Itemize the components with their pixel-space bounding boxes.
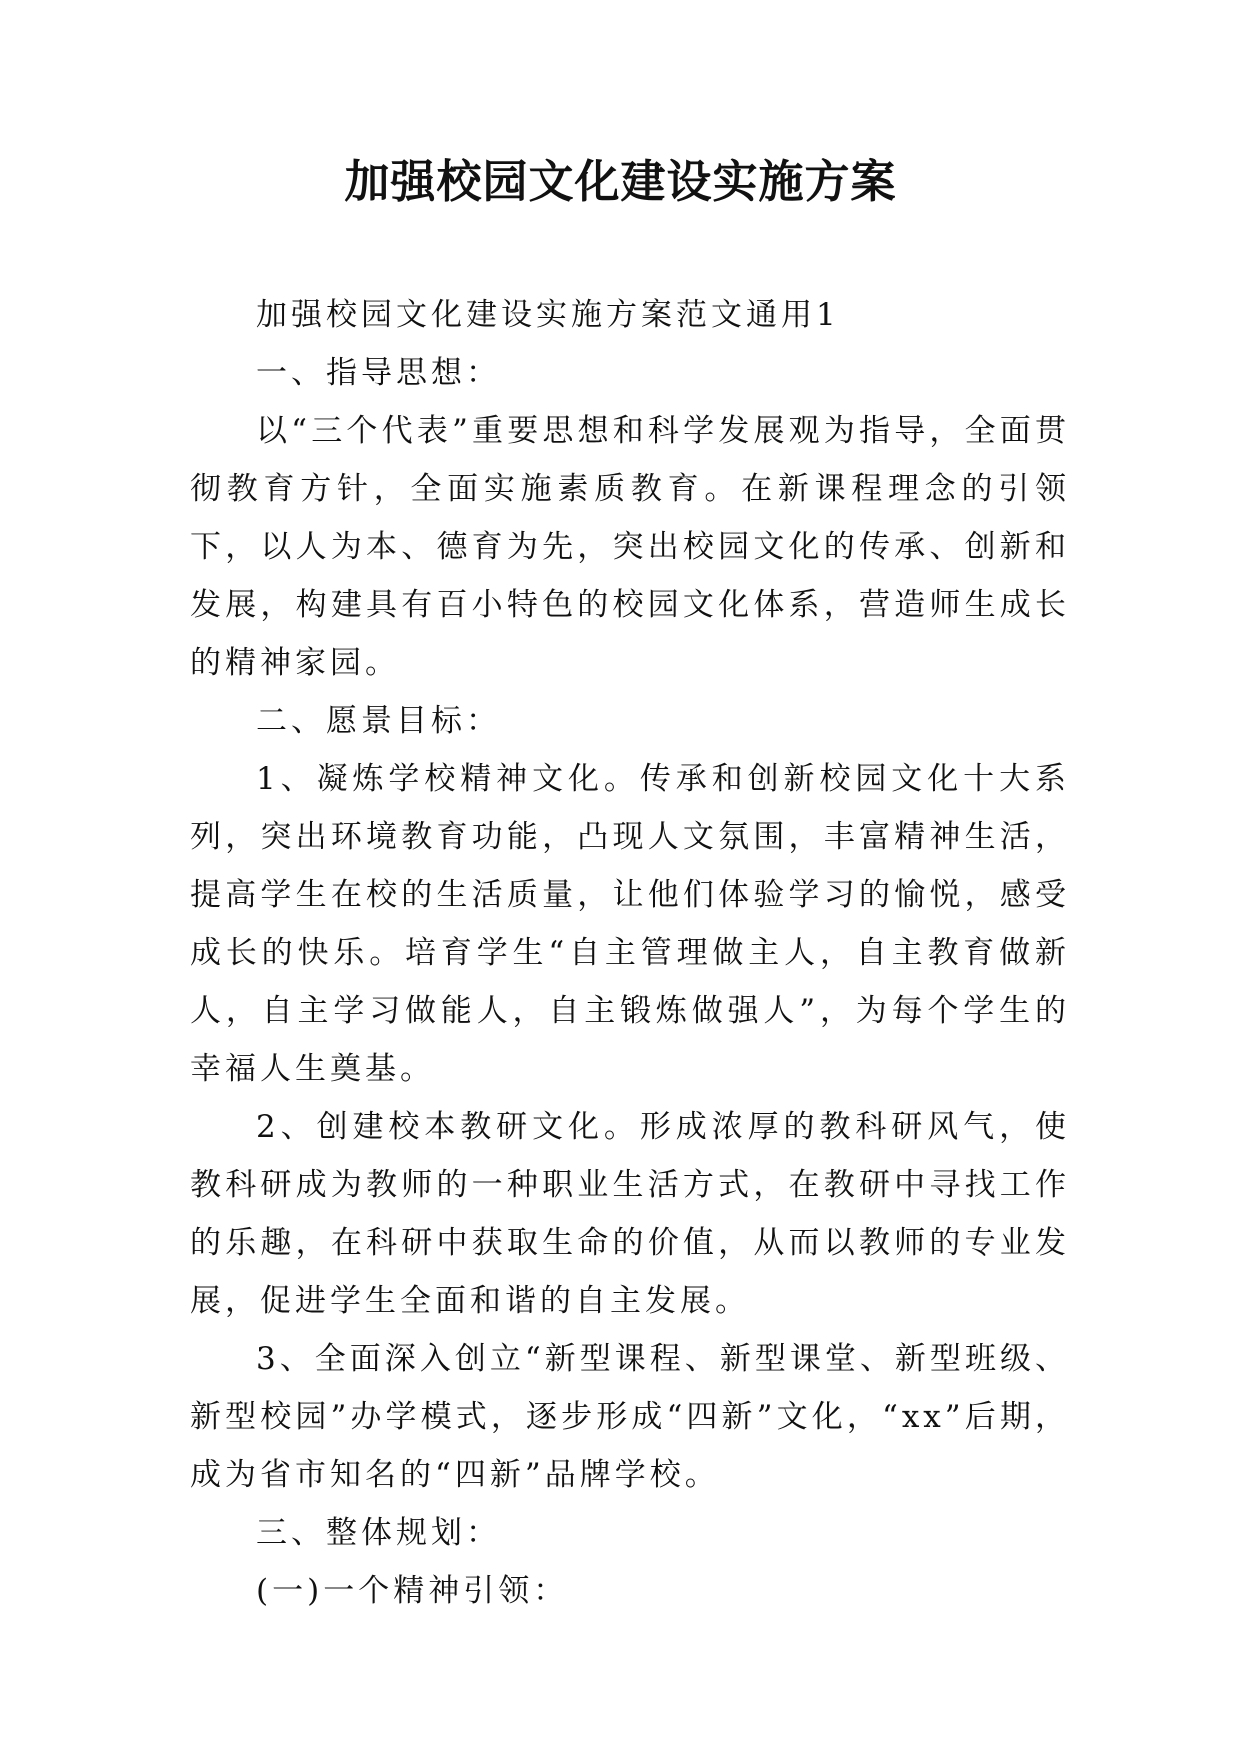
paragraph-goal-1: 1、凝炼学校精神文化。传承和创新校园文化十大系列，突出环境教育功能，凸现人文氛围，丰富精神生活，提高学生在校的生活质量，让他们体验学习的愉悦，感受成长的快乐。培育学生“自主管理做主人，自主教育做新人，自主学习做能人，自主锻炼做强人”，为每个学生的幸福人生奠基。 — [190, 761, 1070, 1087]
paragraph-heading-variant: 加强校园文化建设实施方案范文通用1 — [256, 297, 840, 333]
paragraph-goal-3: 3、全面深入创立“新型课程、新型课堂、新型班级、新型校园”办学模式，逐步形成“四新”文化，“xx”后期，成为省市知名的“四新”品牌学校。 — [190, 1341, 1070, 1493]
section-heading-overall-plan: 三、整体规划： — [256, 1515, 501, 1551]
section-heading-guiding-ideology: 一、指导思想： — [256, 355, 501, 391]
section-heading-vision-goals: 二、愿景目标： — [256, 703, 501, 739]
document-title: 加强校园文化建设实施方案 — [344, 155, 897, 208]
subsection-heading-spirit: (一)一个精神引领： — [256, 1573, 569, 1609]
document-body — [190, 286, 1070, 1620]
paragraph-goal-2: 2、创建校本教研文化。形成浓厚的教科研风气，使教科研成为教师的一种职业生活方式，在教研中寻找工作的乐趣，在科研中获取生命的价值，从而以教师的专业发展，促进学生全面和谐的自主发展。 — [190, 1109, 1070, 1319]
paragraph-guiding-ideology: 以“三个代表”重要思想和科学发展观为指导，全面贯彻教育方针，全面实施素质教育。在新课程理念的引领下，以人为本、德育为先，突出校园文化的传承、创新和发展，构建具有百小特色的校园文化体系，营造师生成长的精神家园。 — [190, 413, 1070, 681]
